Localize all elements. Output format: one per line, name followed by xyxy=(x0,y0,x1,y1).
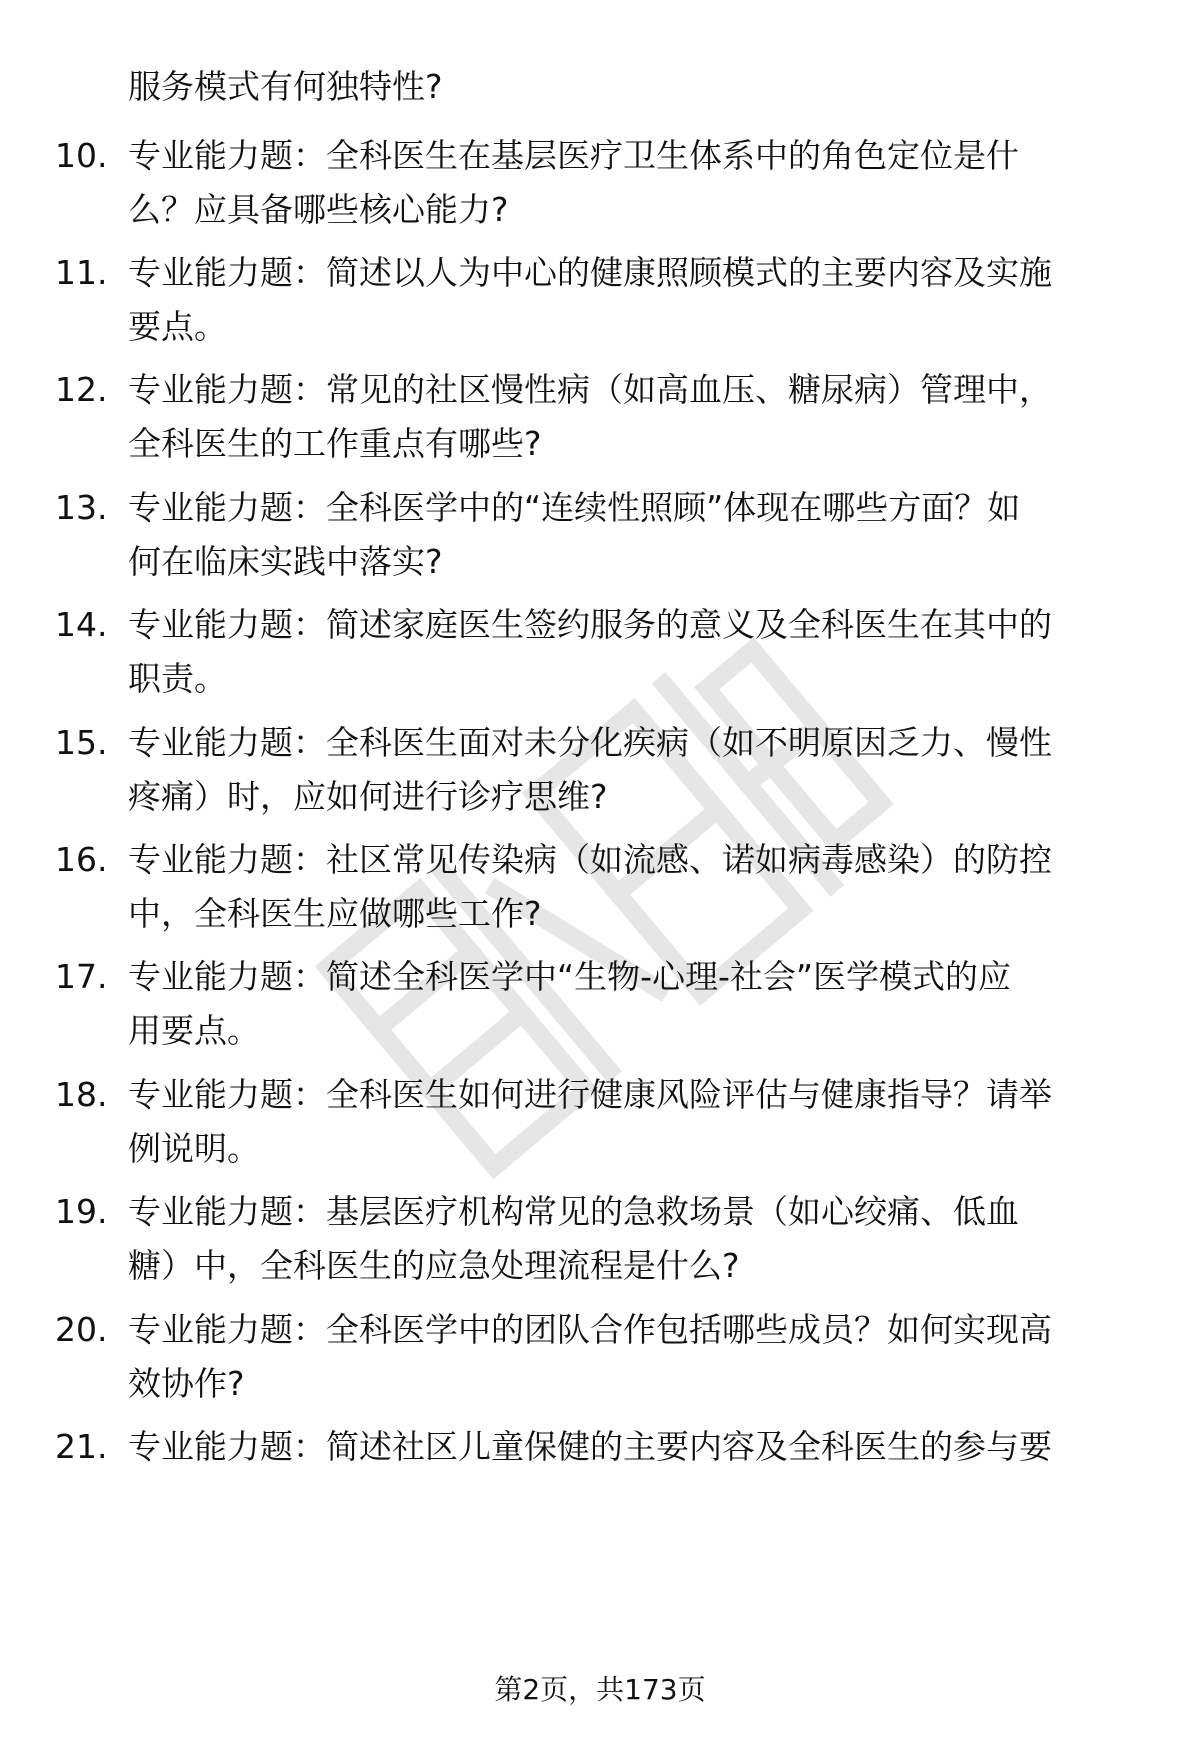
page-number-footer: 第2页，共173页 xyxy=(494,1673,706,1706)
item-text-line-1: 专业能力题：全科医学中的团队合作包括哪些成员？如何实现高 xyxy=(128,1310,1052,1349)
list-item xyxy=(0,1422,1200,1532)
list-item xyxy=(0,718,1200,828)
item-number: 11. xyxy=(55,253,108,292)
item-number: 12. xyxy=(55,370,108,409)
item-number: 18. xyxy=(55,1075,108,1114)
list-item xyxy=(0,952,1200,1062)
item-text-line-2: 要点。 xyxy=(128,307,227,346)
item-text-line-1: 专业能力题：简述社区儿童保健的主要内容及全科医生的参与要 xyxy=(128,1427,1052,1466)
item-text-line-1: 专业能力题：简述以人为中心的健康照顾模式的主要内容及实施 xyxy=(128,253,1052,292)
item-text-line-1: 专业能力题：全科医生面对未分化疾病（如不明原因乏力、慢性 xyxy=(128,723,1052,762)
item-number: 13. xyxy=(55,488,108,527)
item-number: 19. xyxy=(55,1192,108,1231)
item-text-line-2: 糖）中，全科医生的应急处理流程是什么? xyxy=(128,1246,740,1285)
item-text-line-1: 专业能力题：简述家庭医生签约服务的意义及全科医生在其中的 xyxy=(128,605,1052,644)
item-number: 21. xyxy=(55,1427,108,1466)
list-item xyxy=(0,1187,1200,1297)
item-text-line-2: 例说明。 xyxy=(128,1129,260,1168)
item-text-line-1: 专业能力题：常见的社区慢性病（如高血压、糖尿病）管理中， xyxy=(128,370,1052,409)
item-text-line-2: 全科医生的工作重点有哪些? xyxy=(128,424,542,463)
item-text-line-1: 专业能力题：基层医疗机构常见的急救场景（如心绞痛、低血 xyxy=(128,1192,1019,1231)
item-text-line-2: 中，全科医生应做哪些工作? xyxy=(128,894,542,933)
item-text-line-2: 疼痛）时，应如何进行诊疗思维? xyxy=(128,777,608,816)
item-text-line-1: 专业能力题：简述全科医学中“生物-心理-社会”医学模式的应 xyxy=(128,957,1012,996)
list-item xyxy=(0,131,1200,241)
list-item xyxy=(0,1305,1200,1415)
item-number: 15. xyxy=(55,723,108,762)
item-number: 17. xyxy=(55,957,108,996)
item-number: 16. xyxy=(55,840,108,879)
item-number: 20. xyxy=(55,1310,108,1349)
item-text-line-2: 职责。 xyxy=(128,659,227,698)
item-text-line-1: 专业能力题：全科医学中的“连续性照顾”体现在哪些方面？如 xyxy=(128,488,1021,527)
list-item xyxy=(0,600,1200,710)
item-text-line-1: 专业能力题：全科医生在基层医疗卫生体系中的角色定位是什 xyxy=(128,136,1019,175)
continuation-text: 服务模式有何独特性? xyxy=(128,67,443,106)
list-item xyxy=(0,483,1200,593)
item-text-line-1: 专业能力题：全科医生如何进行健康风险评估与健康指导？请举 xyxy=(128,1075,1052,1114)
list-item xyxy=(0,365,1200,475)
item-number: 14. xyxy=(55,605,108,644)
item-number: 10. xyxy=(55,136,108,175)
item-text-line-1: 专业能力题：社区常见传染病（如流感、诺如病毒感染）的防控 xyxy=(128,840,1052,879)
item-text-line-2: 么？应具备哪些核心能力? xyxy=(128,190,509,229)
list-item xyxy=(0,1070,1200,1180)
item-text-line-2: 用要点。 xyxy=(128,1011,260,1050)
list-item xyxy=(0,835,1200,945)
item-text-line-2: 何在临床实践中落实? xyxy=(128,542,443,581)
item-text-line-2: 效协作? xyxy=(128,1364,245,1403)
list-item xyxy=(0,248,1200,358)
